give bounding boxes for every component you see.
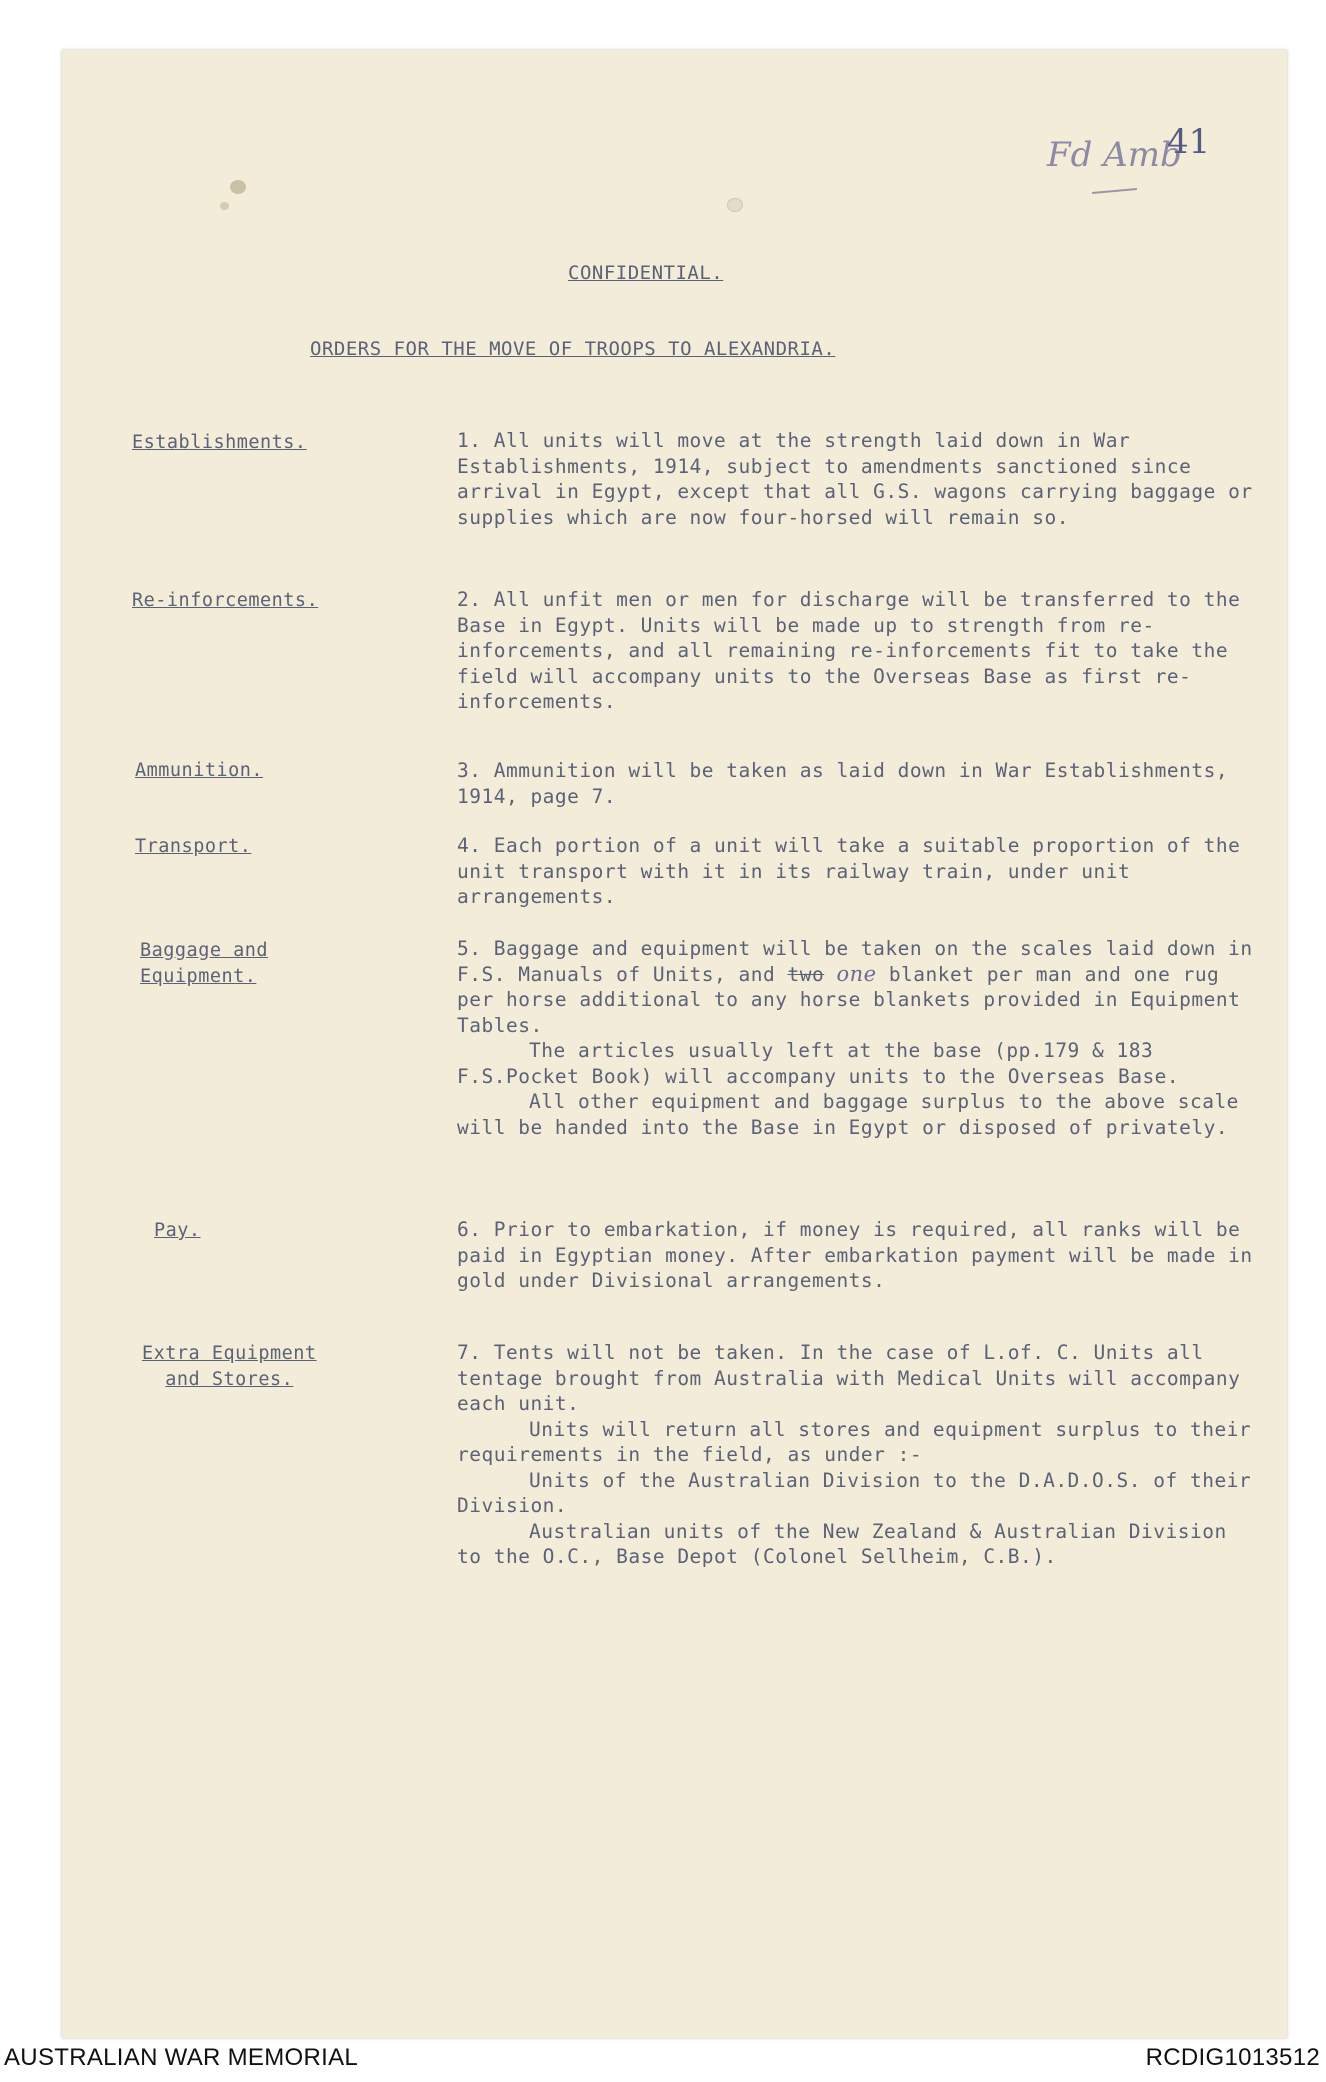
paragraph-2 [457,587,1257,715]
paragraph-5-text [457,936,1257,1038]
handwritten-note: Fd Amb [1047,135,1182,175]
footer-item-id: RCDIG1013512 [1145,2044,1320,2071]
paragraph-2-text: 2. All unfit men or men for discharge will be transferred to the Base in Egypt. Units will be made up to strength from re-inforcements, and all remaining re-inforcements fit to take the field will accompany units to the Overseas Base as first re-inforcements. [457,588,1241,713]
paragraph-1 [457,428,1257,530]
margin-label-baggage-line1: Baggage and [140,940,269,961]
paragraph-7 [457,1340,1257,1570]
margin-label-establishments: Establishments. [132,432,307,453]
margin-label-transport: Transport. [135,836,252,857]
document-title: ORDERS FOR THE MOVE OF TROOPS TO ALEXANDRIA. [310,338,836,360]
paragraph-3 [457,758,1257,809]
margin-label-baggage [140,938,268,990]
paragraph-4-text: 4. Each portion of a unit will take a suitable proportion of the unit transport with it in its railway train, under unit arrangements. [457,834,1241,908]
margin-label-ammunition: Ammunition. [135,760,264,781]
paragraph-5-part-3: All other equipment and baggage surplus to the above scale will be handed into the Base in Egypt or disposed of privately. [457,1090,1239,1139]
page-number: 41 [1167,122,1211,162]
stain-mark [230,180,246,194]
paragraph-1-text: 1. All units will move at the strength laid down in War Establishments, 1914, subject to amendments sanctioned since arrival in Egypt, except that all G.S. wagons carrying baggage or supplies which are now four-horsed will remain so. [457,429,1253,529]
paragraph-5 [457,936,1257,1140]
handwritten-correction: one [836,961,877,986]
paragraph-3-text: 3. Ammunition will be taken as laid down in War Establishments, 1914, page 7. [457,759,1229,808]
classification-heading: CONFIDENTIAL. [568,262,724,284]
paragraph-6 [457,1217,1257,1294]
paragraph-7-part-1: 7. Tents will not be taken. In the case of L.of. C. Units all tentage brought from Australia with Medical Units will accompany each unit. [457,1341,1241,1415]
paragraph-7-part-4: Australian units of the New Zealand & Australian Division to the O.C., Base Depot (Colonel Sellheim, C.B.). [457,1519,1227,1568]
punch-hole [727,198,743,212]
pencil-mark [1092,188,1137,194]
paragraph-4 [457,833,1257,910]
margin-label-baggage-line2: Equipment. [140,966,257,987]
struck-word: two [787,962,825,986]
document-page [62,50,1287,2038]
footer-archive-name: AUSTRALIAN WAR MEMORIAL [4,2044,359,2071]
margin-label-reinforcements: Re-inforcements. [132,590,319,611]
margin-label-extra-equipment [142,1341,317,1393]
paragraph-7-part-2: Units will return all stores and equipment surplus to their requirements in the field, as under :- [457,1417,1252,1466]
paragraph-5-start: 5. Baggage and equipment will be taken on the scales laid down in F.S. Manuals of Units, and [457,937,1253,986]
paragraph-5-part-2: The articles usually left at the base (pp.179 & 183 F.S.Pocket Book) will accompany units to the Overseas Base. [457,1039,1180,1088]
margin-label-extra-line1: Extra Equipment [142,1343,317,1364]
stain-mark [220,202,229,210]
paragraph-7-part-3: Units of the Australian Division to the D.A.D.O.S. of their Division. [457,1468,1252,1517]
margin-label-extra-line2: and Stores. [165,1369,294,1390]
paragraph-5-end: blanket per man and one rug per horse additional to any horse blankets provided in Equipment Tables. [457,962,1241,1037]
paragraph-6-text: 6. Prior to embarkation, if money is required, all ranks will be paid in Egyptian money. After embarkation payment will be made in gold under Divisional arrangements. [457,1218,1253,1292]
margin-label-pay: Pay. [154,1220,201,1241]
